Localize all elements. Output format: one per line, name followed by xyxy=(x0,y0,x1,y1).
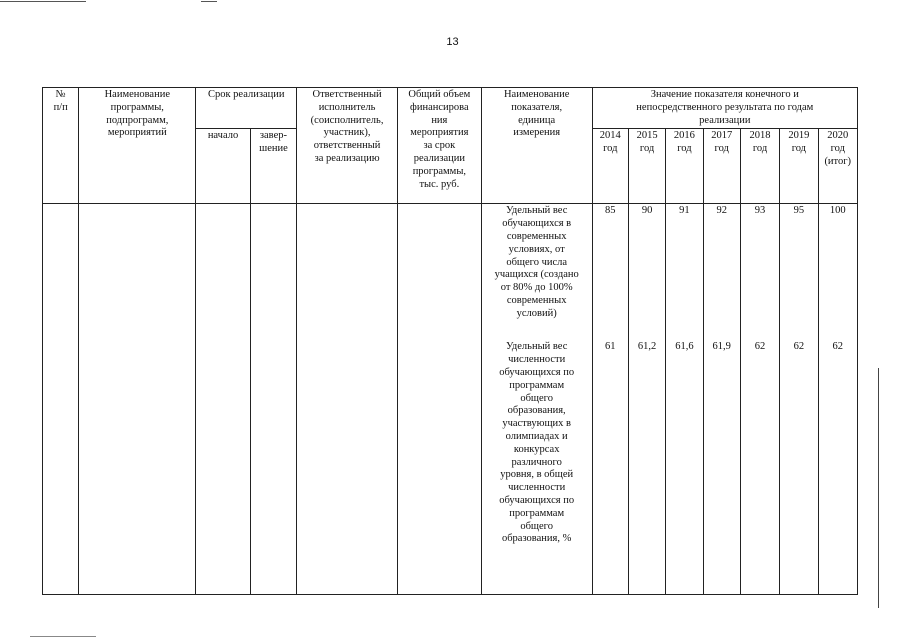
header-year-2016: 2016 год xyxy=(666,129,703,204)
cell-indicators xyxy=(481,204,592,595)
header-row-1 xyxy=(43,88,858,129)
header-year-2018: 2018 год xyxy=(740,129,779,204)
cell-values-2017 xyxy=(703,204,740,595)
header-program-name: Наименование программы, подпрограмм, мероприятий xyxy=(79,88,196,204)
indicator-2-value-2016: 61,6 xyxy=(675,341,694,353)
indicator-2-value-2019: 62 xyxy=(793,341,805,353)
indicator-1-value-2014: 85 xyxy=(605,205,616,217)
indicator-2-value-2017: 61,9 xyxy=(712,341,731,353)
header-year-2014: 2014 год xyxy=(592,129,628,204)
page-frame-line xyxy=(878,368,879,608)
cell-values-2016 xyxy=(666,204,703,595)
cell-program-name xyxy=(79,204,196,595)
header-funding: Общий объем финансирова ния мероприятия за срок реализации программы, тыс. руб. xyxy=(398,88,482,204)
cell-number xyxy=(43,204,79,595)
indicator-2-value-2018: 62 xyxy=(754,341,766,353)
scan-mark-bottom-left xyxy=(30,636,96,637)
indicator-1-value-2018: 93 xyxy=(754,205,766,217)
indicator-2-value-2015: 61,2 xyxy=(637,341,657,353)
cell-period-end xyxy=(250,204,296,595)
header-period-end: завер- шение xyxy=(250,129,296,204)
indicator-1-value-2015: 90 xyxy=(641,205,653,217)
page-number: 13 xyxy=(446,36,459,48)
scan-mark-top-left xyxy=(0,1,86,2)
program-indicators-table xyxy=(42,87,858,595)
cell-values-2014 xyxy=(592,204,628,595)
indicator-1-value-2016: 91 xyxy=(679,205,690,217)
header-period-start: начало xyxy=(196,129,250,204)
indicator-2-value-2014: 61 xyxy=(605,341,616,353)
table-row xyxy=(43,204,858,595)
indicator-1-value-2019: 95 xyxy=(793,205,805,217)
header-year-2020: 2020 год (итог) xyxy=(818,129,857,204)
header-period: Срок реализации xyxy=(196,88,297,129)
header-executor: Ответственный исполнитель (соисполнитель, участник), ответственный за реализацию xyxy=(297,88,398,204)
header-indicator: Наименование показателя, единица измерения xyxy=(481,88,592,204)
indicator-1-value-2017: 92 xyxy=(716,205,727,217)
header-year-2019: 2019 год xyxy=(780,129,818,204)
header-year-2015: 2015 год xyxy=(628,129,665,204)
cell-period-start xyxy=(196,204,250,595)
header-year-2017: 2017 год xyxy=(703,129,740,204)
indicator-2-text: Удельный вес численности обучающихся по программам общего образования, участвующих в олимпиадах и конкурсах различного уровня, в общей численности обучающихся по программам общего образования, % xyxy=(499,341,575,545)
cell-values-2019 xyxy=(780,204,818,595)
indicator-1-value-2020: 100 xyxy=(829,205,846,217)
indicator-2-value-2020: 62 xyxy=(832,341,843,353)
header-number: № п/п xyxy=(43,88,79,204)
cell-values-2015 xyxy=(628,204,665,595)
cell-funding xyxy=(398,204,482,595)
cell-values-2018 xyxy=(740,204,779,595)
scan-mark-top-mid xyxy=(201,1,217,2)
indicator-1-text: Удельный вес обучающихся в современных условиях, от общего числа учащихся (создано от 80% до 100% современных условий) xyxy=(494,205,579,319)
header-values-group: Значение показателя конечного и непосредственного результата по годам реализации xyxy=(592,88,857,129)
cell-values-2020 xyxy=(818,204,857,595)
cell-executor xyxy=(297,204,398,595)
